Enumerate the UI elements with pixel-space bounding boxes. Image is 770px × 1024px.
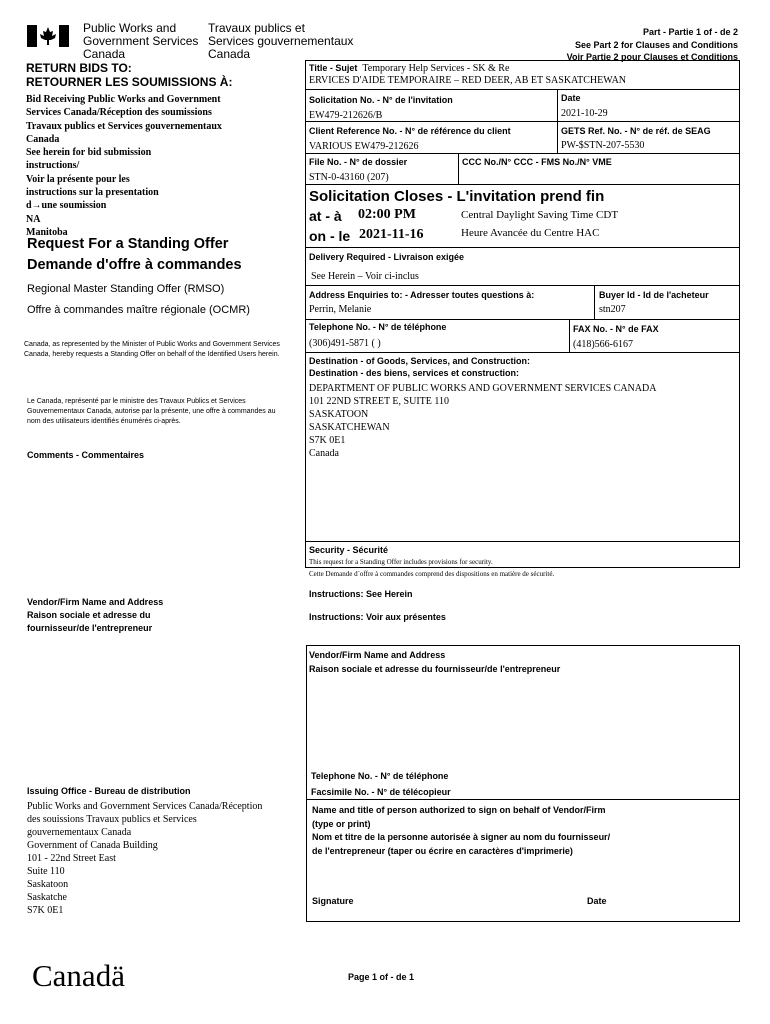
- buyer-id-label: Buyer Id - Id de l'acheteur: [599, 290, 709, 300]
- address-enquiries-label: Address Enquiries to: - Adresser toutes questions à:: [309, 290, 535, 300]
- vendor-label-left: Vendor/Firm Name and Address Raison sociale et adresse du fournisseur/de l'entrepreneur: [27, 597, 164, 633]
- closes-at-label: at - à: [309, 208, 342, 224]
- date-label: Date: [561, 93, 581, 103]
- closes-on-label: on - le: [309, 228, 351, 244]
- gets-ref-label: GETS Ref. No. - N° de réf. de SEAG: [561, 126, 711, 136]
- instructions-fr: Instructions: Voir aux présentes: [309, 612, 446, 622]
- timezone-en: Central Daylight Saving Time CDT: [461, 209, 619, 221]
- vendor-fax-label: Facsimile No. - N° de télécopieur: [311, 787, 451, 797]
- file-no-label: File No. - N° de dossier: [309, 157, 408, 167]
- canada-wordmark: Canadä: [32, 958, 125, 993]
- see-part-en: See Part 2 for Clauses and Conditions: [574, 40, 738, 50]
- timezone-fr: Heure Avancée du Centre HAC: [461, 227, 600, 239]
- signature-date-label: Date: [587, 896, 607, 906]
- destination-label-fr: Destination - des biens, services et construction:: [309, 368, 520, 378]
- solicitation-no-value: EW479-212626/B: [309, 110, 383, 121]
- telephone-value: (306)491-5871 ( ): [309, 338, 381, 349]
- destination-label-en: Destination - of Goods, Services, and Construction:: [309, 356, 531, 366]
- vendor-address-label: Raison sociale et adresse du fournisseur/de l'entrepreneur: [309, 664, 561, 674]
- security-text-en: This request for a Standing Offer includes provisions for security.: [309, 558, 493, 566]
- closes-on-date: 2021-11-16: [359, 227, 424, 242]
- security-label: Security - Sécurité: [309, 545, 389, 555]
- destination-address: DEPARTMENT OF PUBLIC WORKS AND GOVERNMENT SERVICES CANADA 101 22ND STREET E, SUITE 110 SASKATOON SASKATCHEWAN S7K 0E1 Canada: [309, 383, 657, 459]
- canada-request-en: Canada, as represented by the Minister of Public Works and Government Services Canada, hereby requests a Standing Offer on behalf of the Identified Users herein.: [24, 341, 280, 358]
- security-text-fr: Cette Demande d`offre à commandes comprend des dispositions en matière de sécurité.: [309, 570, 555, 578]
- issuing-office-address: Public Works and Government Services Canada/Réception des souissions Travaux publics et Services gouvernementaux Canada Government of Canada Building 101 - 22nd Street East Suite 110 Saskatoon Saskatche S7K 0E1: [27, 801, 263, 916]
- vendor-signature-box: [306, 645, 740, 922]
- title-field: Title - Sujet Temporary Help Services - SK & Re ERVICES D'AIDE TEMPORAIRE – RED DEER, AB ET SASKATCHEWAN: [309, 63, 627, 86]
- delivery-value: See Herein – Voir ci-inclus: [311, 271, 419, 282]
- solicitation-closes-title: Solicitation Closes - L'invitation prend fin: [309, 188, 605, 205]
- department-name-fr: Travaux publics et Services gouvernementaux Canada: [208, 21, 354, 61]
- return-bids-address: Bid Receiving Public Works and Government Services Canada/Réception des soumissions Travaux publics et Services gouvernementaux Canada See herein for bid submission instructions/ Voir la présente pour les instructions sur la presentation d→une soumission NA Manitoba: [26, 94, 222, 238]
- standing-offer-title-fr: Demande d'offre à commandes: [27, 257, 242, 273]
- fax-label: FAX No. - N° de FAX: [573, 324, 659, 334]
- instructions-en: Instructions: See Herein: [309, 589, 413, 599]
- fax-value: (418)566-6167: [573, 339, 633, 350]
- closes-at-time: 02:00 PM: [358, 207, 416, 222]
- file-no-value: STN-0-43160 (207): [309, 172, 389, 183]
- part-indicator: Part - Partie 1 of - de 2: [642, 27, 738, 37]
- signature-label: Signature: [312, 896, 354, 906]
- page-number: Page 1 of - de 1: [348, 972, 415, 982]
- rmso-label-fr: Offre à commandes maître régionale (OCMR): [27, 304, 250, 316]
- telephone-label: Telephone No. - N° de téléphone: [309, 322, 447, 332]
- rmso-label-en: Regional Master Standing Offer (RMSO): [27, 283, 225, 295]
- comments-label: Comments - Commentaires: [27, 450, 145, 460]
- authorized-person-label: Name and title of person authorized to sign on behalf of Vendor/Firm (type or print) Nom et titre de la personne autorisée à signer au nom du fournisseur/ de l'entrepreneur (taper ou écrire en caractères d'imprimerie): [312, 805, 611, 856]
- vendor-name-label: Vendor/Firm Name and Address: [309, 650, 446, 660]
- department-name-en: Public Works and Government Services Canada: [83, 21, 199, 61]
- solicitation-no-label: Solicitation No. - N° de l'invitation: [309, 95, 453, 105]
- address-enquiries-value: Perrin, Melanie: [309, 304, 372, 315]
- standing-offer-title-en: Request For a Standing Offer: [27, 236, 229, 252]
- client-ref-value: VARIOUS EW479-212626: [309, 141, 419, 152]
- return-bids-title-en: RETURN BIDS TO:: [26, 61, 132, 75]
- canada-request-fr: Le Canada, représenté par le ministre des Travaux Publics et Services Gouvernementaux Canada, autorise par la présente, une offre à commandes au nom des utilisateurs identifiés énumérés ci-après.: [27, 398, 276, 425]
- ccc-label: CCC No./N° CCC - FMS No./N° VME: [462, 157, 612, 167]
- see-part-fr: Voir Partie 2 pour Clauses et Conditions: [566, 52, 738, 62]
- return-bids-title-fr: RETOURNER LES SOUMISSIONS À:: [26, 75, 233, 89]
- gets-ref-value: PW-$STN-207-5530: [561, 140, 645, 151]
- issuing-office-label: Issuing Office - Bureau de distribution: [27, 786, 191, 796]
- date-value: 2021-10-29: [561, 108, 608, 119]
- delivery-label: Delivery Required - Livraison exigée: [309, 252, 465, 262]
- vendor-phone-label: Telephone No. - N° de téléphone: [311, 771, 449, 781]
- canada-flag-logo: [27, 25, 69, 47]
- buyer-id-value: stn207: [599, 304, 626, 315]
- client-ref-label: Client Reference No. - N° de référence du client: [309, 126, 511, 136]
